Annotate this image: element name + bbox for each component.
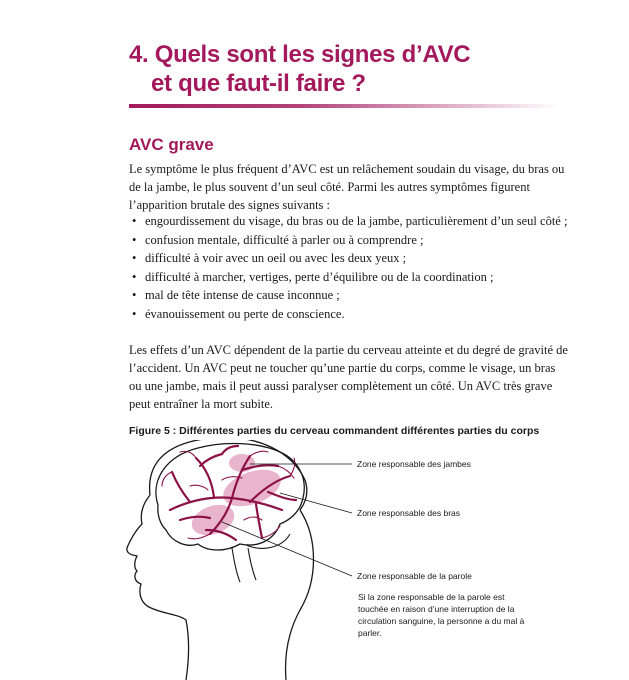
effects-paragraph: Les effets d’un AVC dépendent de la partie du cerveau atteinte et du degré de gravité de l’accident. Un AVC peut ne toucher qu’une partie du corps, comme le visage, un bras ou une jambe, mais il peut aussi paralyser complètement un côté. Un AVC très grave peut entraîner la mort subite. bbox=[129, 343, 568, 411]
list-item: • difficulté à marcher, vertiges, perte d’équilibre ou de la coordination ; bbox=[129, 269, 569, 287]
title-gradient-rule bbox=[129, 104, 559, 108]
label-legs-zone: Zone responsable des jambes bbox=[357, 459, 471, 469]
speech-zone-note: Si la zone responsable de la parole est touchée en raison d’une interruption de la circulation sanguine, la personne a du mal à parler. bbox=[358, 592, 525, 638]
list-item: • évanouissement ou perte de conscience. bbox=[129, 306, 569, 324]
label-speech-zone: Zone responsable de la parole bbox=[357, 571, 472, 581]
list-item: • difficulté à voir avec un oeil ou avec les deux yeux ; bbox=[129, 250, 569, 268]
section-heading: AVC grave bbox=[129, 135, 214, 154]
list-item: • confusion mentale, difficulté à parler ou à comprendre ; bbox=[129, 232, 569, 250]
brainstem bbox=[232, 548, 256, 582]
title-line-2: et que faut-il faire ? bbox=[151, 70, 366, 97]
speech-zone-highlight bbox=[188, 499, 239, 540]
head-profile bbox=[127, 440, 314, 680]
page-title bbox=[129, 40, 470, 98]
label-arms-zone: Zone responsable des bras bbox=[357, 508, 461, 518]
list-item: • mal de tête intense de cause inconnue ; bbox=[129, 287, 569, 305]
title-line-1: 4. Quels sont les signes d’AVC bbox=[129, 41, 471, 68]
symptom-list bbox=[129, 213, 569, 324]
intro-paragraph: Le symptôme le plus fréquent d’AVC est un relâchement soudain du visage, du bras ou de la jambe, le plus souvent d’un seul côté. Parmi les autres symptômes figurent l’apparition brutale des signes suivants : bbox=[129, 162, 565, 212]
figure-caption: Figure 5 : Différentes parties du cerveau commandent différentes parties du corps bbox=[129, 425, 540, 437]
list-item: • engourdissement du visage, du bras ou de la jambe, particulièrement d’un seul côté ; bbox=[129, 213, 569, 231]
brain-illustration bbox=[0, 440, 629, 680]
